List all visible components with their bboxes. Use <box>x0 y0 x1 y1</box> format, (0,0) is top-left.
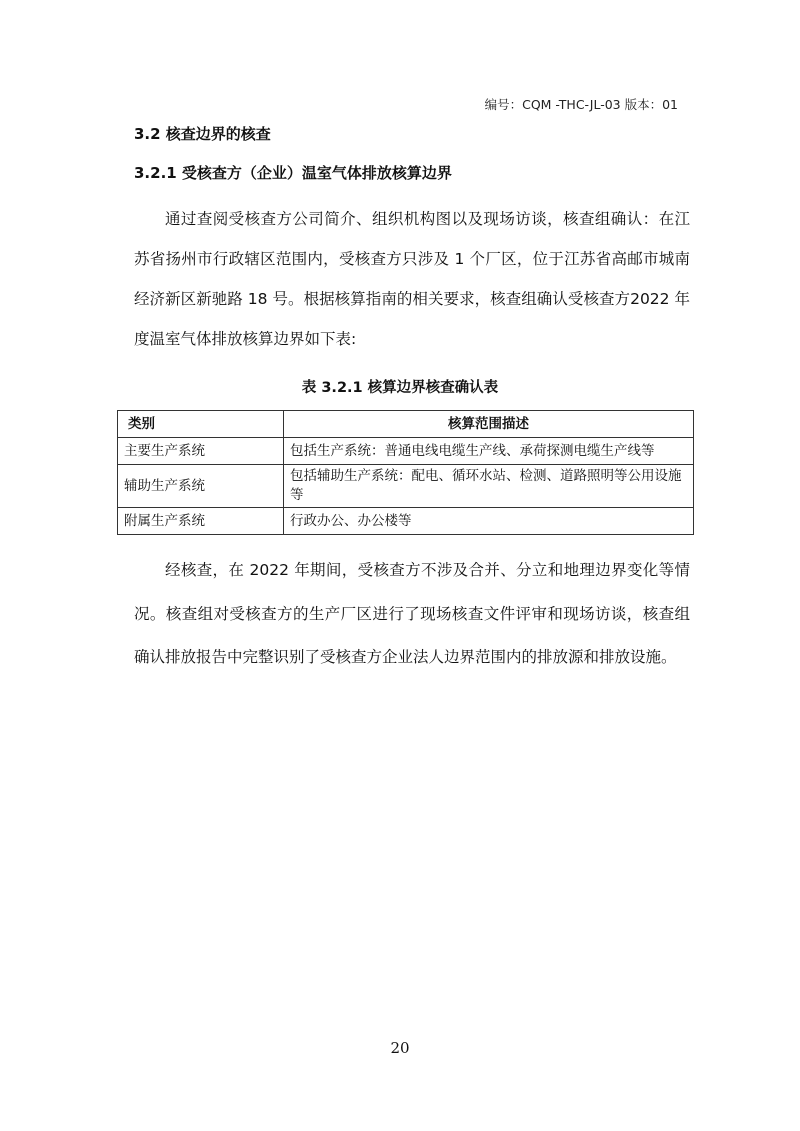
row-category: 附属生产系统 <box>118 508 284 535</box>
table-header-row <box>118 411 694 438</box>
row-description: 包括生产系统：普通电线电缆生产线、承荷探测电缆生产线等 <box>284 438 694 465</box>
page-number: 20 <box>390 1039 410 1057</box>
document-code-header: 编号：CQM -THC-JL-03 版本：01 <box>484 97 678 112</box>
row-category: 辅助生产系统 <box>118 465 284 508</box>
table-row <box>118 465 694 508</box>
row-description: 行政办公、办公楼等 <box>284 508 694 535</box>
header-category: 类别 <box>118 411 284 438</box>
boundary-table <box>117 410 694 535</box>
conclusion-paragraph: 经核查，在 2022 年期间，受核查方不涉及合并、分立和地理边界变化等情况。核查组对受核查方的生产厂区进行了现场核查文件评审和现场访谈，核查组确认排放报告中完整识别了受核查方企业法人边界范围内的排放源和排放设施。 <box>134 561 690 666</box>
table-row <box>118 508 694 535</box>
section-heading: 3.2 核查边界的核查 <box>134 125 271 143</box>
row-category: 主要生产系统 <box>118 438 284 465</box>
header-scope-description: 核算范围描述 <box>284 411 694 438</box>
table-caption: 表 3.2.1 核算边界核查确认表 <box>301 380 499 396</box>
subsection-heading: 3.2.1 受核查方（企业）温室气体排放核算边界 <box>134 164 452 182</box>
intro-paragraph: 通过查阅受核查方公司简介、组织机构图以及现场访谈，核查组确认：在江苏省扬州市行政辖区范围内，受核查方只涉及 1 个厂区，位于江苏省高邮市城南经济新区新驰路 18 号。根据核算指南的相关要求，核查组确认受核查方2022 年度温室气体排放核算边界如下表: <box>134 210 690 348</box>
row-description: 包括辅助生产系统：配电、循环水站、检测、道路照明等公用设施等 <box>284 465 694 508</box>
table-row <box>118 438 694 465</box>
